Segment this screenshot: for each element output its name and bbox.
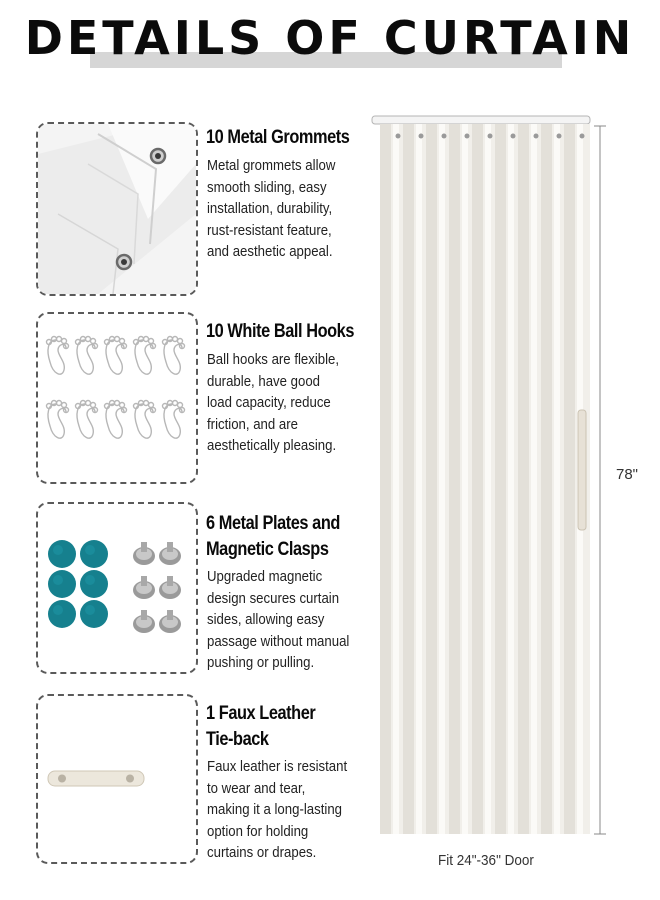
feature-title-hooks: 10 White Ball Hooks — [206, 321, 355, 342]
feature-title-grommets: 10 Metal Grommets — [206, 127, 350, 148]
tie-back-image-panel — [36, 694, 198, 864]
ball-hooks-icon — [38, 314, 196, 482]
title-block — [0, 0, 660, 80]
magnetic-plates-image-panel — [36, 502, 198, 674]
ball-hooks-image-panel — [36, 312, 198, 484]
height-dimension-label: 78" — [616, 466, 639, 483]
accordion-curtain-icon — [366, 110, 606, 840]
tie-back-icon — [38, 696, 196, 862]
page-title: DETAILS OF CURTAIN — [24, 11, 636, 65]
grommet-image-panel — [36, 122, 198, 296]
door-fit-label: Fit 24"-36" Door — [438, 852, 534, 869]
magnetic-plates-icon — [38, 504, 196, 672]
grommet-fabric-icon — [38, 124, 196, 294]
curtain-illustration — [366, 110, 606, 840]
